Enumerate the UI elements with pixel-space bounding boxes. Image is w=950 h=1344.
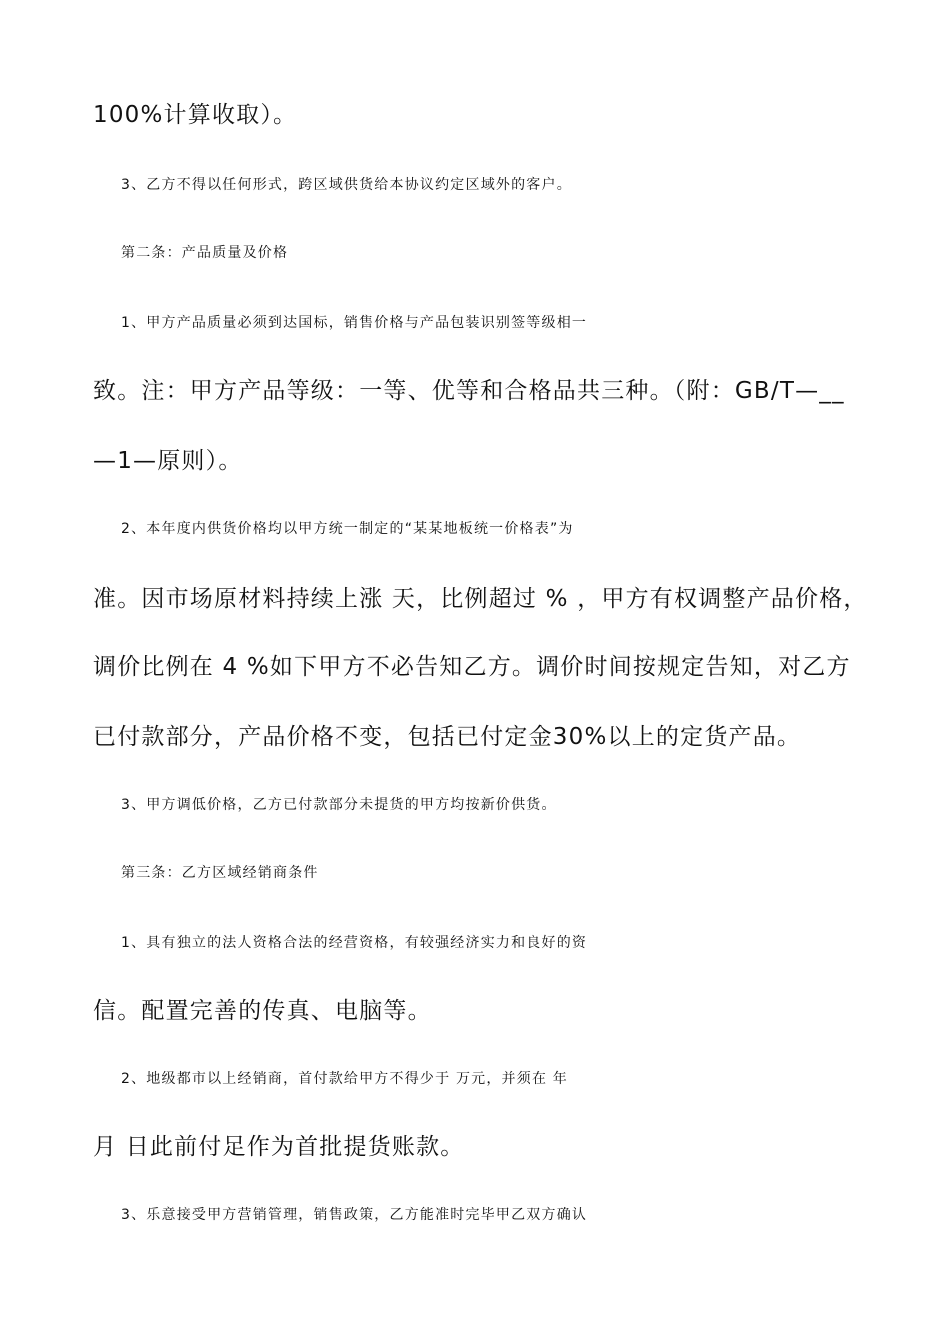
text-line: 3、乐意接受甲方营销管理，销售政策，乙方能准时完毕甲乙双方确认: [121, 1207, 588, 1223]
text-line: 1、甲方产品质量必须到达国标，销售价格与产品包装识别签等级相一: [121, 315, 588, 331]
text-line: 100%计算收取）。: [93, 102, 298, 128]
text-line: 准。因市场原材料持续上涨 天，比例超过 % ，甲方有权调整产品价格，: [93, 586, 868, 612]
text-line: 已付款部分，产品价格不变，包括已付定金30%以上的定货产品。: [93, 724, 802, 750]
text-line: 3、乙方不得以任何形式，跨区域供货给本协议约定区域外的客户。: [121, 177, 572, 193]
text-line: 调价比例在 4 %如下甲方不必告知乙方。调价时间按规定告知，对乙方: [93, 654, 851, 680]
text-line: 月 日此前付足作为首批提货账款。: [93, 1134, 465, 1160]
text-line: 3、甲方调低价格，乙方已付款部分未提货的甲方均按新价供货。: [121, 797, 557, 813]
text-line: 致。注：甲方产品等级：一等、优等和合格品共三种。（附：GB/T—__: [93, 378, 845, 404]
text-line: 1、具有独立的法人资格合法的经营资格，有较强经济实力和良好的资: [121, 935, 588, 951]
text-line: —1—原则）。: [93, 448, 243, 474]
text-line: 2、地级都市以上经销商，首付款给甲方不得少于 万元，并须在 年: [121, 1071, 569, 1087]
text-line: 信。配置完善的传真、电脑等。: [93, 998, 432, 1024]
section-heading: 第二条：产品质量及价格: [121, 245, 289, 261]
section-heading: 第三条：乙方区域经销商条件: [121, 865, 319, 881]
text-line: 2、本年度内供货价格均以甲方统一制定的“某某地板统一价格表”为: [121, 521, 574, 537]
